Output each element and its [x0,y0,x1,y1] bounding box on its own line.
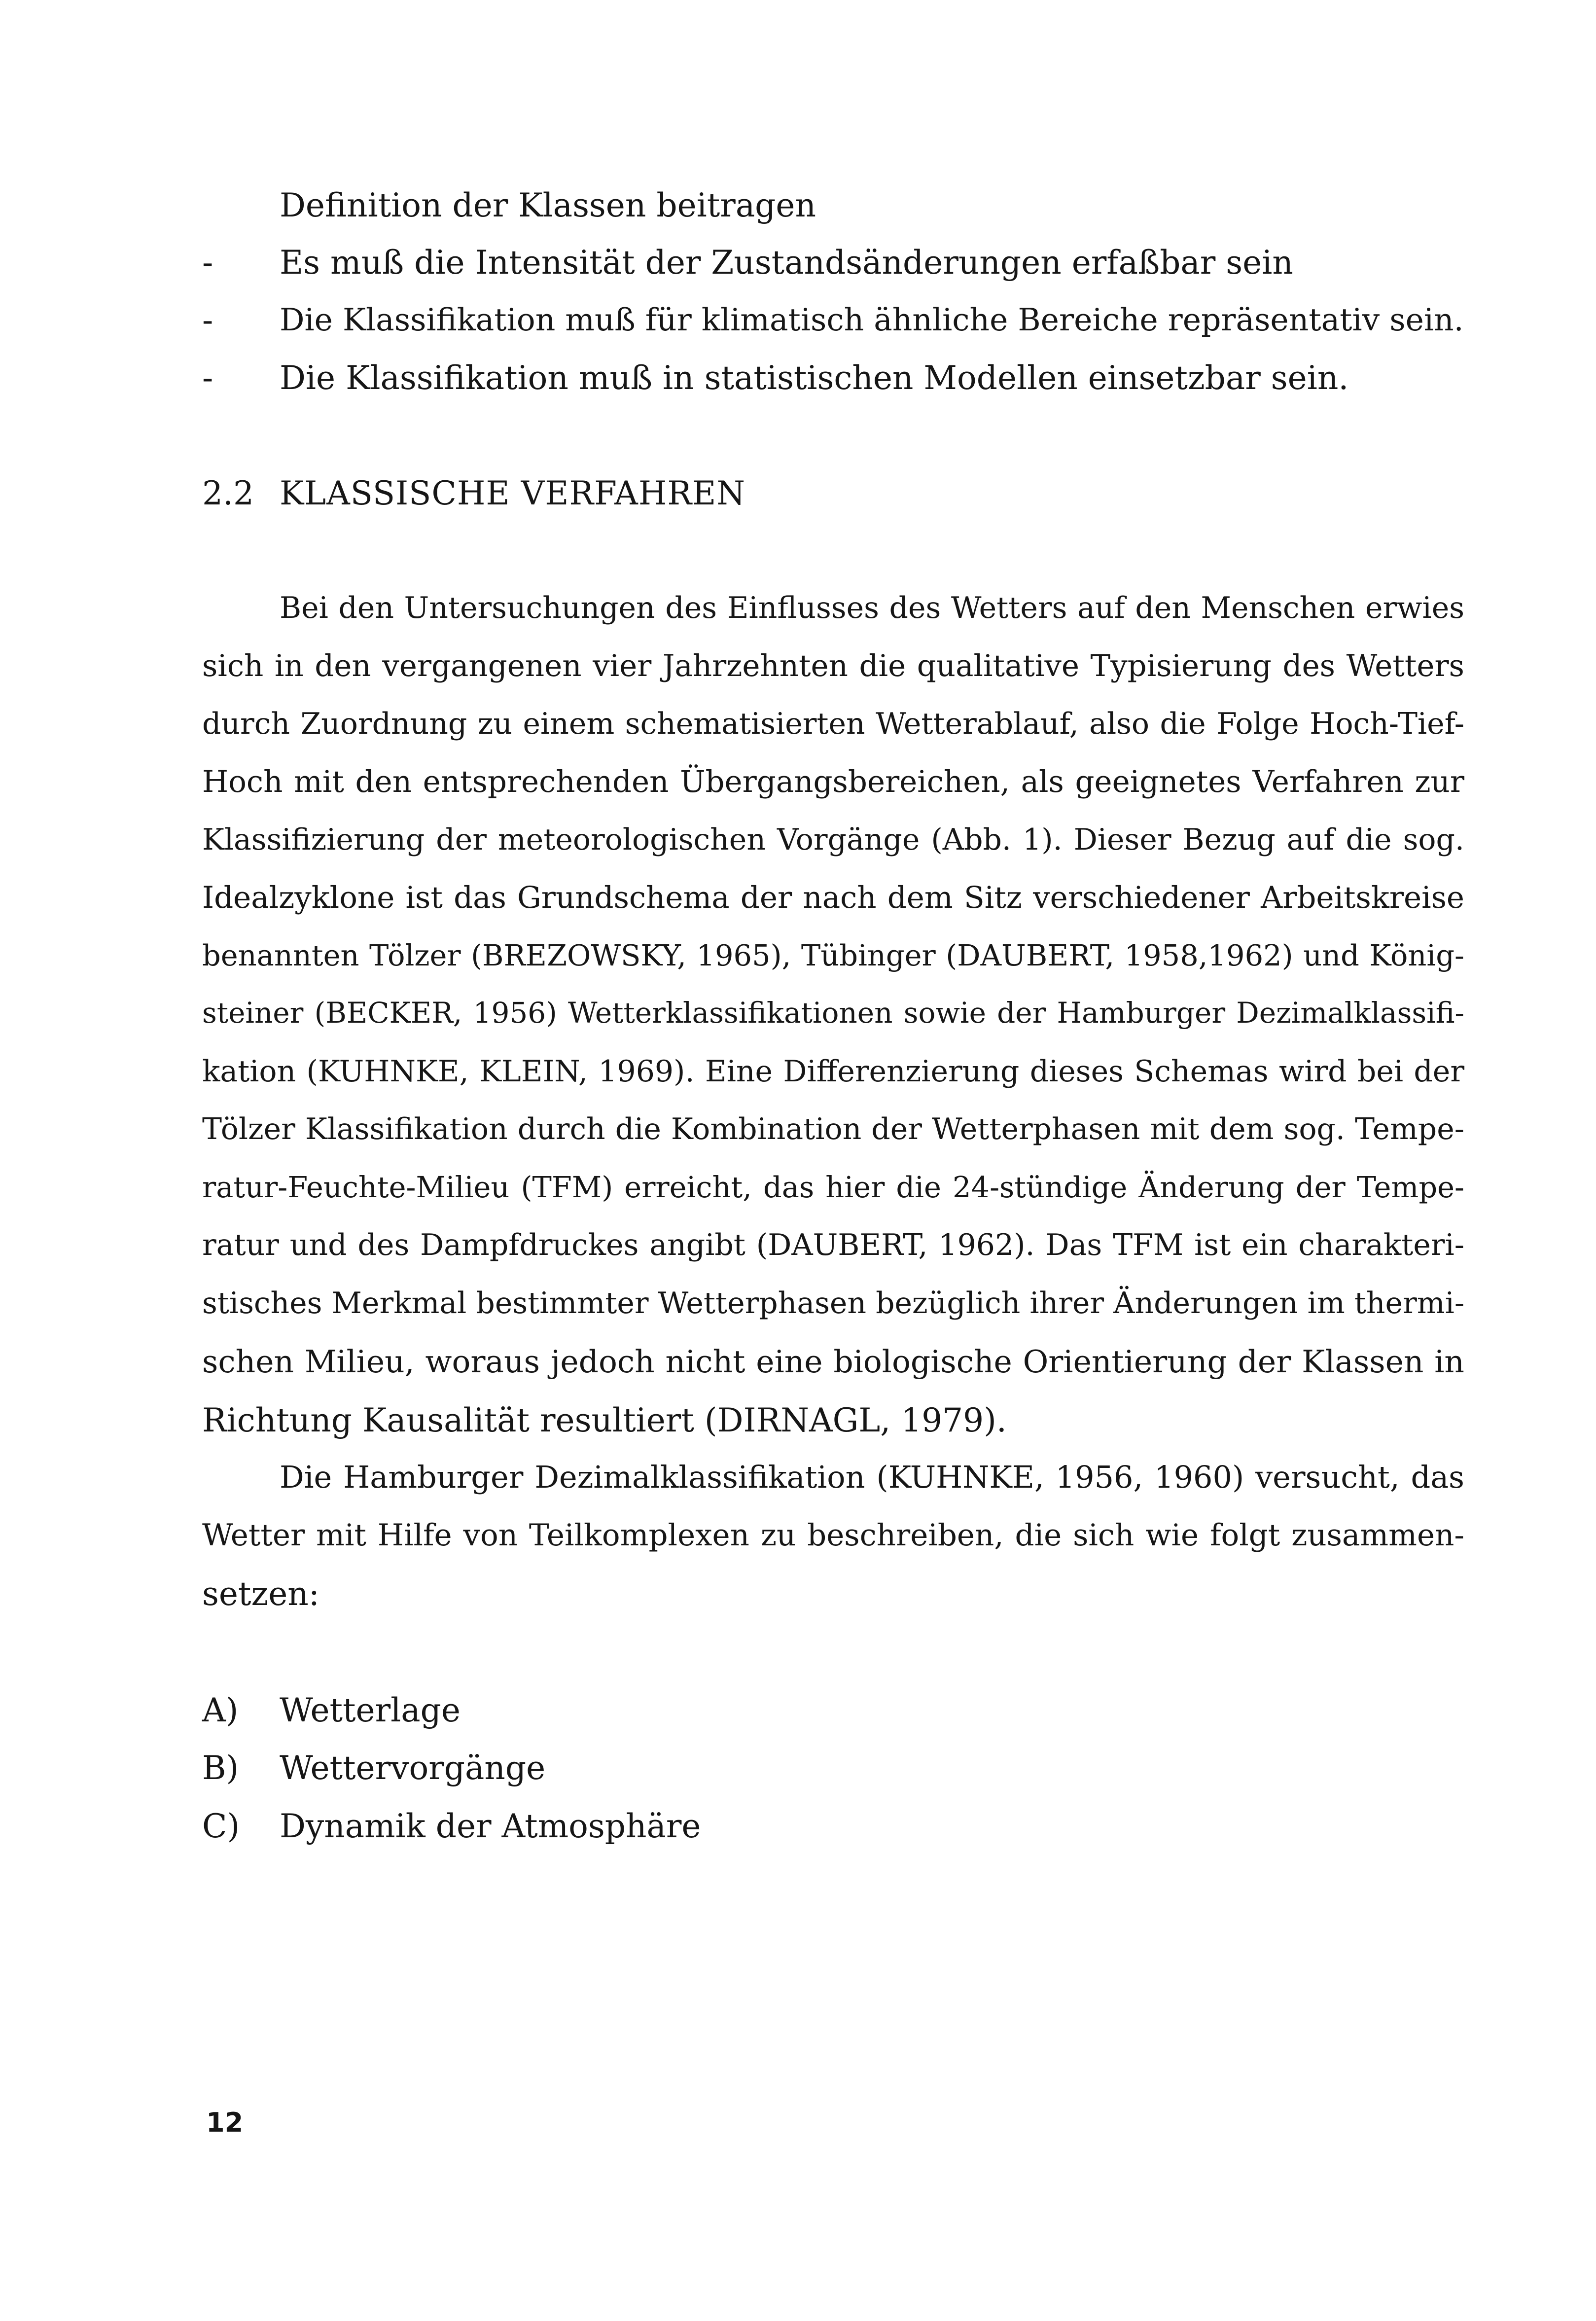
paragraph-line: steiner (BECKER, 1956) Wetterklassifikationen sowie der Hamburger Dezimalklassifi- [202,996,1464,1030]
bullet-continuation: Definition der Klassen beitragen [280,186,816,224]
list-text: Wetterlage [280,1691,461,1729]
bullet-text: Die Klassifikation muß in statistischen Modellen einsetzbar sein. [280,359,1349,397]
paragraph-line: ratur und des Dampfdruckes angibt (DAUBERT, 1962). Das TFM ist ein charakteri- [202,1228,1464,1262]
paragraph-line: ratur-Feuchte-Milieu (TFM) erreicht, das hier die 24-stündige Änderung der Tempe- [202,1170,1464,1204]
bullet-text: Die Klassifikation muß für klimatisch ähnliche Bereiche repräsentativ sein. [280,302,1464,338]
paragraph-line: setzen: [202,1575,320,1613]
paragraph-line: Richtung Kausalität resultiert (DIRNAGL, 1979). [202,1401,1007,1439]
paragraph-line: Hoch mit den entsprechenden Übergangsbereichen, als geeignetes Verfahren zur [202,764,1464,799]
paragraph-line: durch Zuordnung zu einem schematisierten Wetterablauf, also die Folge Hoch-Tief- [202,707,1464,741]
paragraph-line: benannten Tölzer (BREZOWSKY, 1965), Tübinger (DAUBERT, 1958,1962) und König- [202,938,1464,972]
paragraph-line: schen Milieu, woraus jedoch nicht eine biologische Orientierung der Klassen in [202,1344,1464,1380]
bullet-marker: - [202,244,213,282]
bullet-marker: - [202,359,213,397]
list-marker: C) [202,1807,240,1845]
paragraph-line: Bei den Untersuchungen des Einflusses des Wetters auf den Menschen erwies [280,591,1464,625]
list-marker: A) [202,1691,239,1729]
paragraph-line: stisches Merkmal bestimmter Wetterphasen bezüglich ihrer Änderungen im thermi- [202,1286,1465,1321]
list-text: Wettervorgänge [280,1749,546,1787]
section-number: 2.2 [202,474,254,512]
paragraph-line: Die Hamburger Dezimalklassifikation (KUHNKE, 1956, 1960) versucht, das [280,1459,1464,1495]
section-title: KLASSISCHE VERFAHREN [280,474,745,512]
paragraph-line: sich in den vergangenen vier Jahrzehnten die qualitative Typisierung des Wetters [202,648,1464,683]
paragraph-line: Wetter mit Hilfe von Teilkomplexen zu beschreiben, die sich wie folgt zusammen- [202,1518,1464,1553]
paragraph-line: kation (KUHNKE, KLEIN, 1969). Eine Differenzierung dieses Schemas wird bei der [202,1054,1464,1089]
list-text: Dynamik der Atmosphäre [280,1807,701,1845]
bullet-marker: - [202,301,213,339]
paragraph-line: Klassifizierung der meteorologischen Vorgänge (Abb. 1). Dieser Bezug auf die sog. [202,822,1464,857]
list-marker: B) [202,1749,239,1787]
paragraph-line: Idealzyklone ist das Grundschema der nach dem Sitz verschiedener Arbeitskreise [202,880,1464,915]
page-number: 12 [206,2107,244,2138]
paragraph-line: Tölzer Klassifikation durch die Kombination der Wetterphasen mit dem sog. Tempe- [202,1112,1464,1146]
bullet-text: Es muß die Intensität der Zustandsänderungen erfaßbar sein [280,244,1293,282]
